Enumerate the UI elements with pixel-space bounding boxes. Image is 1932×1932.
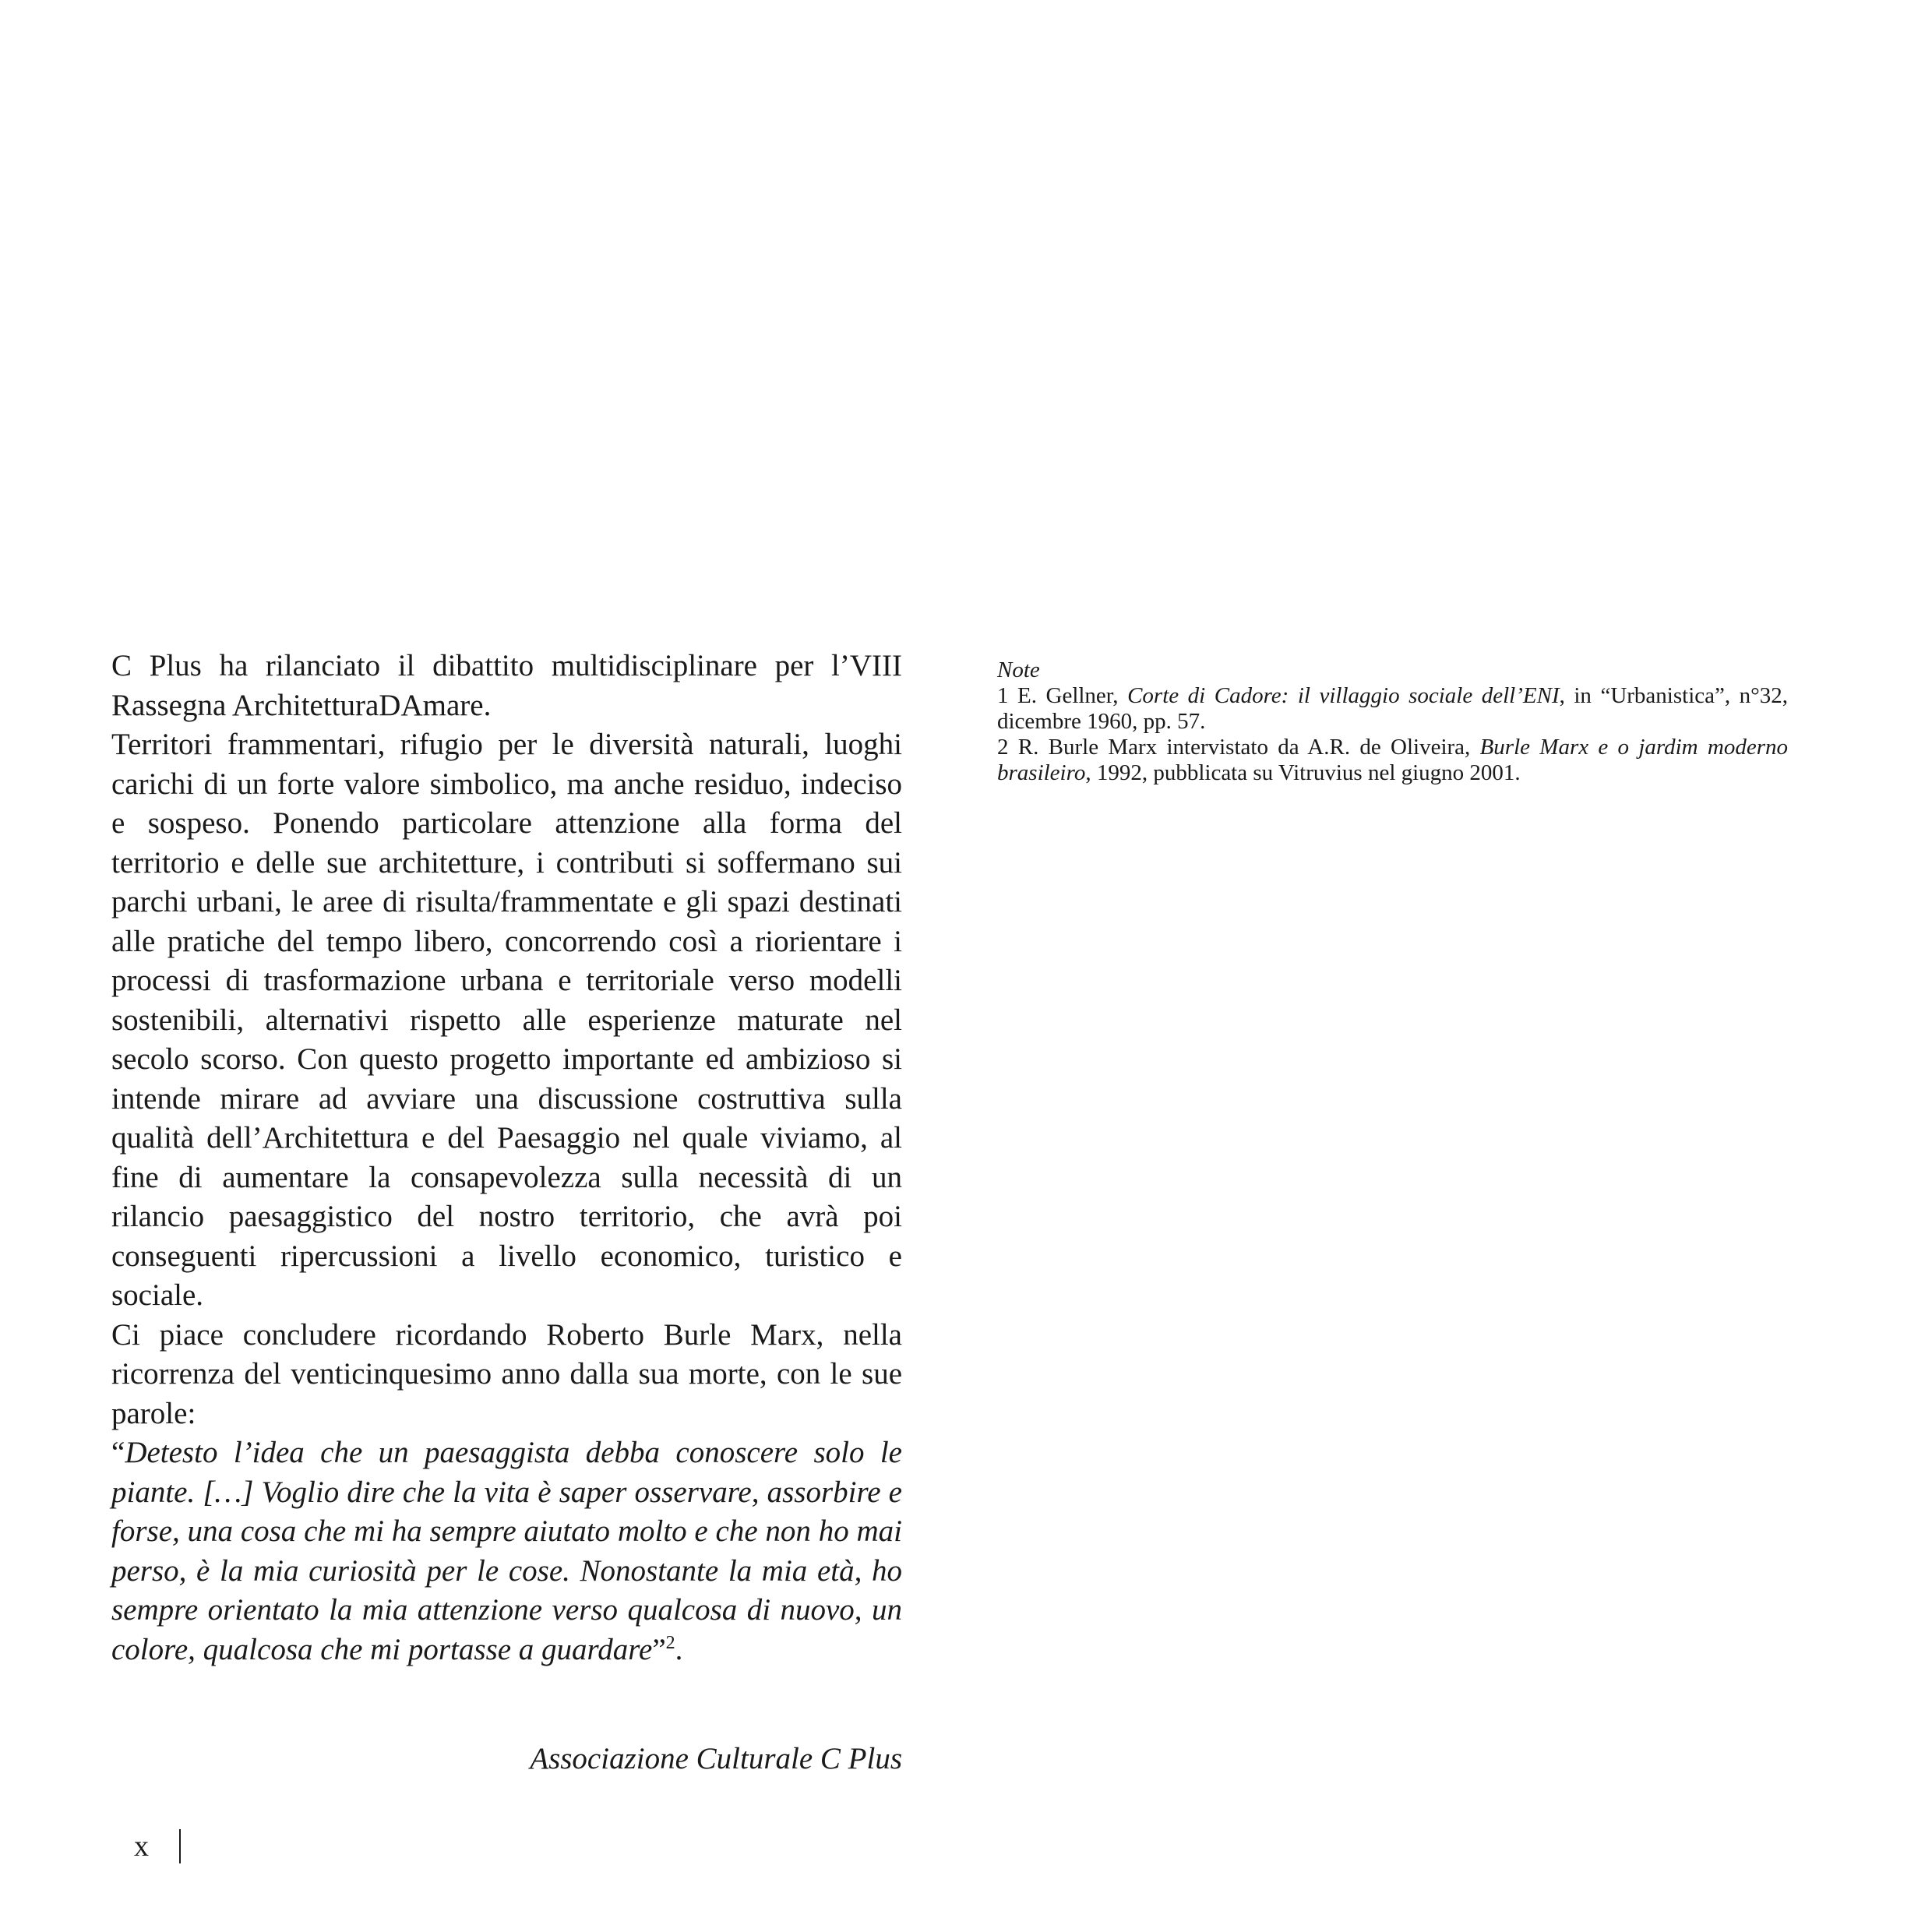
paragraph-territories: Territori frammentari, rifugio per le diversità naturali, luoghi carichi di un forte valore simbolico, ma anche residuo, indeciso e sospeso. Ponendo particolare attenzione alla forma del territorio e delle sue architetture, i contributi si soffermano sui parchi urbani, le aree di risulta/frammentate e gli spazi destinati alle pratiche del tempo libero, concorrendo così a riorientare i processi di trasformazione urbana e territoriale verso modelli sostenibili, alternativi rispetto alle esperienze maturate nel secolo scorso. Con questo progetto importante ed ambizioso si intende mirare ad avviare una discussione costruttiva sulla qualità dell’Architettura e del Paesaggio nel quale viviamo, al fine di aumentare la consapevolezza sulla necessità di un rilancio paesaggistico del nostro territorio, che avrà poi conseguenti ripercussioni a livello economico, turistico e sociale.: [111, 728, 902, 1312]
footer-divider: [179, 1829, 181, 1863]
note-1-suffix: , in “Urbanistica”, n°32, dicembre 1960, pp. 57.: [997, 683, 1788, 734]
quote-text: Detesto l’idea che un paesaggista debba conoscere solo le piante. […] Voglio dire che la vita è saper osservare, assorbire e forse, una cosa che mi ha sempre aiutato molto e che non ho mai perso, è la mia curiosità per le cose. Nonostante la mia età, ho sempre orientato la mia attenzione verso qualcosa di nuovo, un colore, qualcosa che mi portasse a guardare: [111, 1436, 902, 1666]
note-1: [997, 683, 1788, 735]
paragraph-intro: C Plus ha rilanciato il dibattito multidisciplinare per l’VIII Rassegna ArchitetturaDAmare.: [111, 649, 902, 722]
note-2-prefix: 2 R. Burle Marx intervistato da A.R. de Oliveira,: [997, 735, 1480, 760]
footnote-ref-2[interactable]: 2: [665, 1632, 675, 1653]
note-2: [997, 735, 1788, 786]
notes-title: Note: [997, 658, 1040, 682]
quote-open-mark: “: [111, 1436, 125, 1469]
quote-close-mark: ”: [652, 1632, 666, 1666]
page-number: x: [134, 1830, 149, 1863]
paragraph-burle-marx: Ci piace concludere ricordando Roberto Burle Marx, nella ricorrenza del venticinquesimo anno dalla sua morte, con le sue parole:: [111, 1317, 902, 1430]
burle-marx-quote: [111, 1433, 902, 1669]
quote-period: .: [675, 1632, 683, 1666]
notes-section: [997, 658, 1788, 786]
signature: Associazione Culturale C Plus: [530, 1742, 902, 1775]
note-1-title: Corte di Cadore: il villaggio sociale dell’ENI: [1127, 683, 1560, 708]
page-footer: [134, 1823, 181, 1870]
note-2-suffix: , 1992, pubblicata su Vitruvius nel giugno 2001.: [1085, 760, 1521, 785]
note-1-prefix: 1 E. Gellner,: [997, 683, 1128, 708]
note-2-title: Burle Marx e o jardim moderno brasileiro: [997, 735, 1788, 785]
main-text-column: [111, 647, 902, 1669]
